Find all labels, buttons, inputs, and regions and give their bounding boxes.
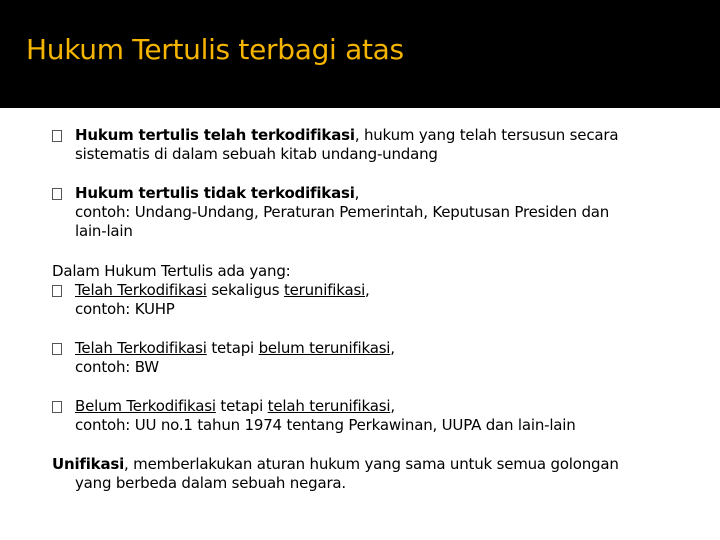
- closing-text: , memberlakukan aturan hukum yang sama untuk semua golongan: [124, 455, 619, 473]
- section-heading: Dalam Hukum Tertulis ada yang:: [52, 262, 291, 280]
- bullet-line: [75, 126, 618, 145]
- bullet-box-icon: [52, 130, 62, 142]
- entry-example: contoh: UU no.1 tahun 1974 tentang Perkawinan, UUPA dan lain-lain: [75, 416, 576, 434]
- entry-term: belum terunifikasi: [258, 339, 391, 357]
- entry-text: ,: [365, 281, 370, 299]
- entry-text: ,: [390, 339, 395, 357]
- closing-line: [52, 455, 619, 474]
- bullet-line: sistematis di dalam sebuah kitab undang-undang: [75, 145, 438, 163]
- bullet-term: Hukum tertulis telah terkodifikasi: [75, 126, 355, 144]
- entry-term: Telah Terkodifikasi: [75, 339, 207, 357]
- closing-term: Unifikasi: [52, 455, 125, 473]
- entry-term: terunifikasi: [283, 281, 366, 299]
- entry-term: telah terunifikasi: [267, 397, 391, 415]
- bullet-text: ,: [354, 184, 360, 202]
- bullet-term: Hukum tertulis tidak terkodifikasi: [75, 184, 355, 202]
- closing-paragraph: [52, 455, 619, 493]
- bullet-text: , hukum yang telah tersusun secara: [354, 126, 619, 144]
- entry-text: sekaligus: [206, 281, 284, 299]
- bullet-line: contoh: Undang-Undang, Peraturan Pemerintah, Keputusan Presiden dan: [75, 203, 610, 221]
- bullet-box-icon: [52, 285, 62, 297]
- bullet-line: lain-lain: [75, 222, 133, 240]
- bullet-line: [75, 397, 576, 416]
- entry-text: ,: [390, 397, 395, 415]
- entry-term: Belum Terkodifikasi: [75, 397, 216, 415]
- bullet-line: [75, 184, 609, 203]
- slide-title: Hukum Tertulis terbagi atas: [26, 33, 404, 66]
- entry-text: tetapi: [206, 339, 259, 357]
- closing-line: yang berbeda dalam sebuah negara.: [75, 474, 346, 492]
- bullet-box-icon: [52, 188, 62, 200]
- bullet-box-icon: [52, 401, 62, 413]
- bullet-box-icon: [52, 343, 62, 355]
- entry-text: tetapi: [215, 397, 268, 415]
- entry-term: Telah Terkodifikasi: [75, 281, 207, 299]
- bullet-line: [75, 339, 395, 358]
- bullet-line: [75, 281, 370, 300]
- entry-example: contoh: BW: [75, 358, 159, 376]
- entry-example: contoh: KUHP: [75, 300, 175, 318]
